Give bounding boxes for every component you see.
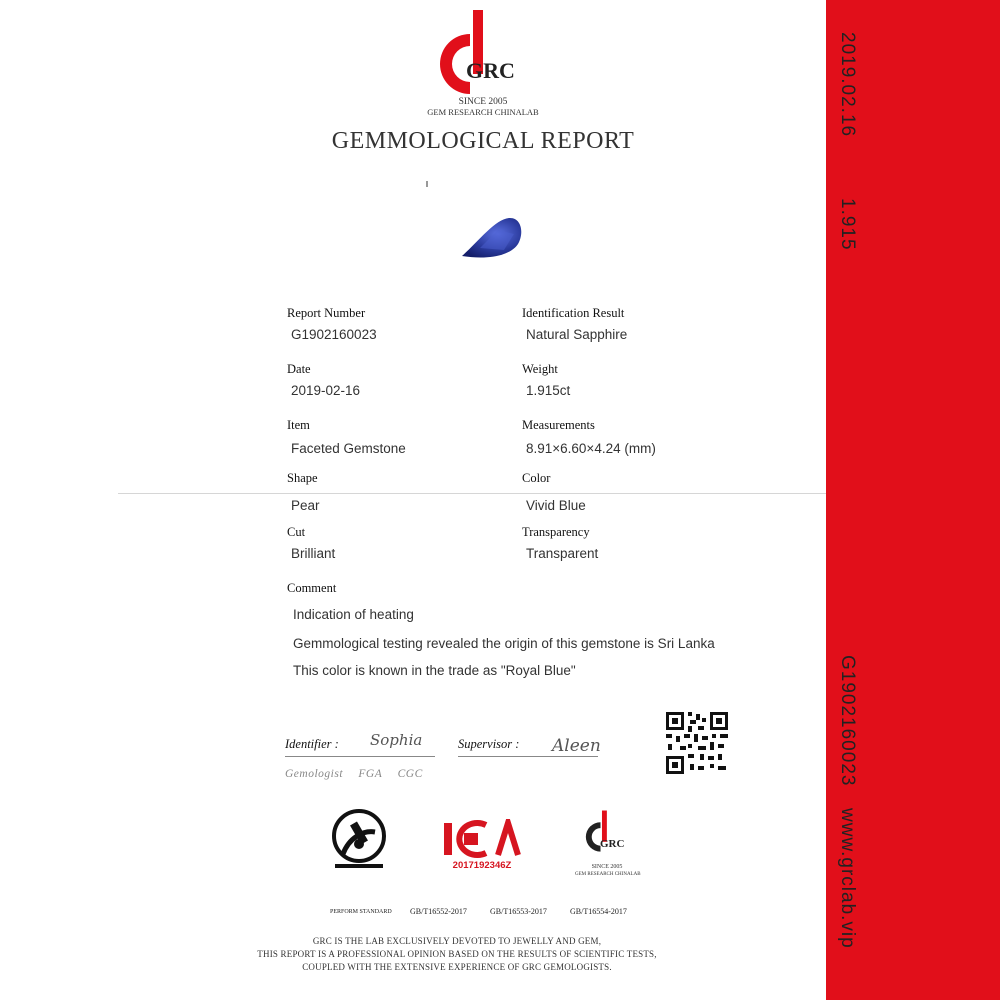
laboratory-seal-icon (329, 808, 389, 872)
label-item: Item (287, 418, 310, 432)
label-weight: Weight (522, 362, 558, 376)
cma-logo-icon (442, 819, 522, 859)
brand-since-small: SINCE 2005 (591, 864, 623, 870)
standards-label: PERFORM STANDARD (330, 909, 392, 915)
footer-line: GRC IS THE LAB EXCLUSIVELY DEVOTED TO JEWELLY AND GEM, (312, 936, 602, 946)
speck (426, 181, 428, 187)
value-weight: 1.915ct (526, 383, 571, 398)
fold-line (118, 493, 826, 494)
standard-item: GB/T16554-2017 (570, 907, 627, 916)
value-date: 2019-02-16 (291, 383, 361, 398)
label-transparency: Transparency (522, 525, 590, 539)
page-title: GEMMOLOGICAL REPORT (331, 128, 635, 154)
standard-item: GB/T16553-2017 (490, 907, 547, 916)
label-identification-result: Identification Result (522, 306, 625, 320)
side-report-number: G1902160023 (837, 655, 858, 787)
value-cut: Brilliant (291, 546, 336, 561)
supervisor-signature: Aleen (552, 736, 601, 756)
side-date: 2019.02.16 (837, 32, 858, 138)
value-transparency: Transparent (526, 546, 599, 561)
value-item: Faceted Gemstone (291, 441, 406, 456)
value-shape: Pear (291, 498, 320, 513)
gemstone-image (458, 212, 526, 262)
brand-full-name: GEM RESEARCH CHINALAB (427, 107, 539, 117)
value-report-number: G1902160023 (291, 327, 377, 342)
label-cut: Cut (287, 525, 306, 539)
comment-line: Indication of heating (293, 607, 414, 622)
identifier-signature-line (285, 756, 435, 757)
standard-item: GB/T16552-2017 (410, 907, 467, 916)
credential: FGA (358, 768, 383, 780)
identifier-signature: Sophia (370, 731, 423, 749)
label-shape: Shape (287, 471, 318, 485)
value-identification-result: Natural Sapphire (526, 327, 628, 342)
brand-since: SINCE 2005 (458, 97, 508, 107)
qr-code-icon (666, 712, 728, 774)
gemologist-credentials (285, 768, 435, 780)
supervisor-signature-line (458, 756, 598, 757)
brand-name: GRC (466, 58, 515, 83)
label-comment: Comment (287, 581, 337, 595)
side-weight: 1.915 (837, 198, 858, 251)
comment-line: Gemmological testing revealed the origin of this gemstone is Sri Lanka (293, 636, 715, 651)
side-url: www.grclab.vip (837, 808, 858, 949)
label-date: Date (287, 362, 311, 376)
label-color: Color (522, 471, 551, 485)
brand-full-name-small: GEM RESEARCH CHINALAB (575, 872, 641, 877)
footer-line: COUPLED WITH THE EXTENSIVE EXPERIENCE OF GRC GEMOLOGISTS. (302, 962, 612, 972)
identifier-label: Identifier : (285, 737, 339, 751)
label-report-number: Report Number (287, 306, 366, 320)
credential: Gemologist (285, 768, 344, 780)
comment-line: This color is known in the trade as "Royal Blue" (293, 663, 576, 678)
value-measurements: 8.91×6.60×4.24 (mm) (526, 441, 656, 456)
label-measurements: Measurements (522, 418, 595, 432)
credential: CGC (397, 768, 423, 780)
footer-line: THIS REPORT IS A PROFESSIONAL OPINION BASED ON THE RESULTS OF SCIENTIFIC TESTS, (257, 949, 657, 959)
cma-number: 2017192346Z (452, 860, 512, 871)
value-color: Vivid Blue (526, 498, 586, 513)
supervisor-label: Supervisor : (458, 737, 520, 751)
grc-logo-icon (426, 10, 516, 102)
brand-name-small: GRC (600, 838, 625, 850)
